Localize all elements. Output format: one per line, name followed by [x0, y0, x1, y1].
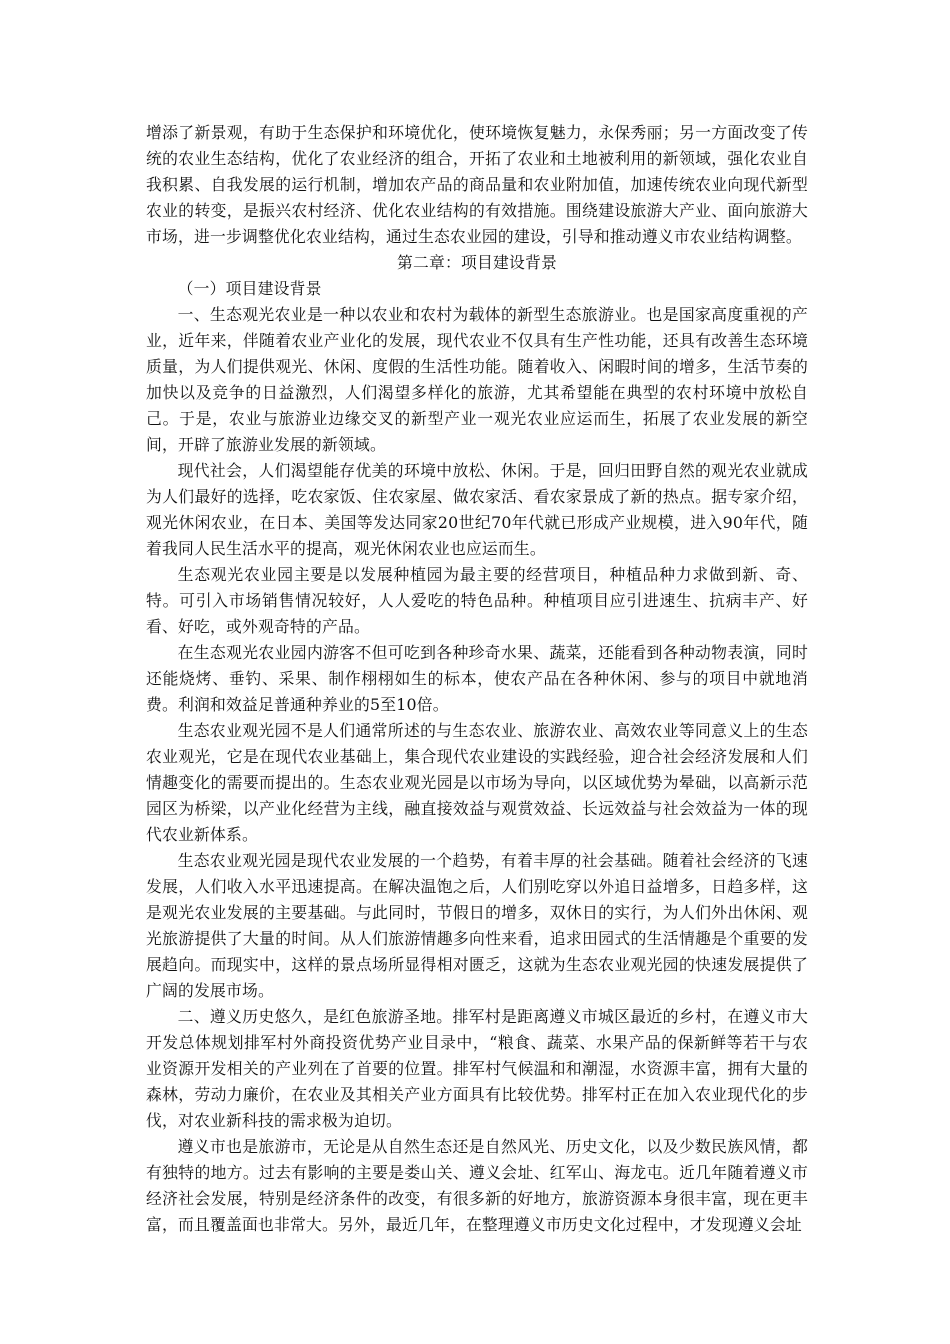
chapter-title: 第二章：项目建设背景: [397, 253, 557, 272]
body-paragraph: 生态农业观光园是现代农业发展的一个趋势，有着丰厚的社会基础。随着社会经济的飞速发展，人们收入水平迅速提高。在解决温饱之后，人们别吃穿以外追日益增多，日趋多样，这是观光农业发展的主要基础。与此同时，节假日的增多，双休日的实行，为人们外出休闲、观光旅游提供了大量的时间。从人们旅游情趣多向性来看，追求田园式的生活情趣是个重要的发展趋向。而现实中，这样的景点场所显得相对匮乏，这就为生态农业观光园的快速发展提供了广阔的发展市场。: [146, 851, 808, 1000]
body-paragraph: 生态观光农业园主要是以发展种植园为最主要的经营项目，种植品种力求做到新、奇、特。可引入市场销售情况较好，人人爱吃的特色品种。种植项目应引进速生、抗病丰产、好看、好吃，或外观奇特的产品。: [146, 565, 808, 636]
document-page: [146, 120, 808, 1238]
body-paragraph: 一、生态观光农业是一种以农业和农村为载体的新型生态旅游业。也是国家高度重视的产业，近年来，伴随着农业产业化的发展，现代农业不仅具有生产性功能，还具有改善生态环境质量，为人们提供观光、休闲、度假的生活性功能。随着收入、闲暇时间的增多，生活节奏的加快以及竞争的日益激烈，人们渴望多样化的旅游，尤其希望能在典型的农村环境中放松自己。于是，农业与旅游业边缘交叉的新型产业一观光农业应运而生，拓展了农业发展的新空间，开辟了旅游业发展的新领域。: [146, 305, 808, 454]
section-title: （一）项目建设背景: [177, 279, 322, 298]
body-paragraph: 现代社会，人们渴望能存优美的环境中放松、休闲。于是，回归田野自然的观光农业就成为人们最好的选择，吃农家饭、住农家屋、做农家活、看农家景成了新的热点。据专家介绍，观光休闲农业，在日本、美国等发达同家20世纪70年代就已形成产业规模，进入90年代，随着我同人民生活水平的提高，观光休闲农业也应运而生。: [146, 461, 808, 558]
body-paragraph: 遵义市也是旅游市，无论是从自然生态还是自然风光、历史文化，以及少数民族风情，都有独特的地方。过去有影响的主要是娄山关、遵义会址、红军山、海龙屯。近几年随着遵义市经济社会发展，特别是经济条件的改变，有很多新的好地方，旅游资源本身很丰富，现在更丰富，而且覆盖面也非常大。另外，最近几年，在整理遵义市历史文化过程中，才发现遵义会址: [146, 1137, 808, 1234]
body-paragraph: 在生态观光农业园内游客不但可吃到各种珍奇水果、蔬菜，还能看到各种动物表演，同时还能烧烤、垂钓、采果、制作栩栩如生的标本，使农产品在各种休闲、参与的项目中就地消费。利润和效益足普通种养业的5至10倍。: [146, 643, 808, 714]
body-paragraph: 二、遵义历史悠久，是红色旅游圣地。排军村是距离遵义市城区最近的乡村，在遵义市大开发总体规划排军村外商投资优势产业目录中，“粮食、蔬菜、水果产品的保新鲜等若干与农业资源开发相关的产业列在了首要的位置。排军村气候温和和潮湿，水资源丰富，拥有大量的森林，劳动力廉价，在农业及其相关产业方面具有比较优势。排军村正在加入农业现代化的步伐，对农业新科技的需求极为迫切。: [146, 1007, 808, 1130]
intro-paragraph: 增添了新景观，有助于生态保护和环境优化，使环境恢复魅力，永保秀丽；另一方面改变了传统的农业生态结构，优化了农业经济的组合，开拓了农业和土地被利用的新领域，强化农业自我积累、自我发展的运行机制，增加农产品的商品量和农业附加值，加速传统农业向现代新型农业的转变，是振兴农村经济、优化农业结构的有效措施。围绕建设旅游大产业、面向旅游大市场，进一步调整优化农业结构，通过生态农业园的建设，引导和推动遵义市农业结构调整。: [146, 123, 808, 246]
body-paragraph: 生态农业观光园不是人们通常所述的与生态农业、旅游农业、高效农业等同意义上的生态农业观光，它是在现代农业基础上，集合现代农业建设的实践经验，迎合社会经济发展和人们情趣变化的需要而提出的。生态农业观光园是以市场为导向，以区域优势为晕础，以高新示范园区为桥梁，以产业化经营为主线，融直接效益与观赏效益、长远效益与社会效益为一体的现代农业新体系。: [146, 721, 808, 844]
